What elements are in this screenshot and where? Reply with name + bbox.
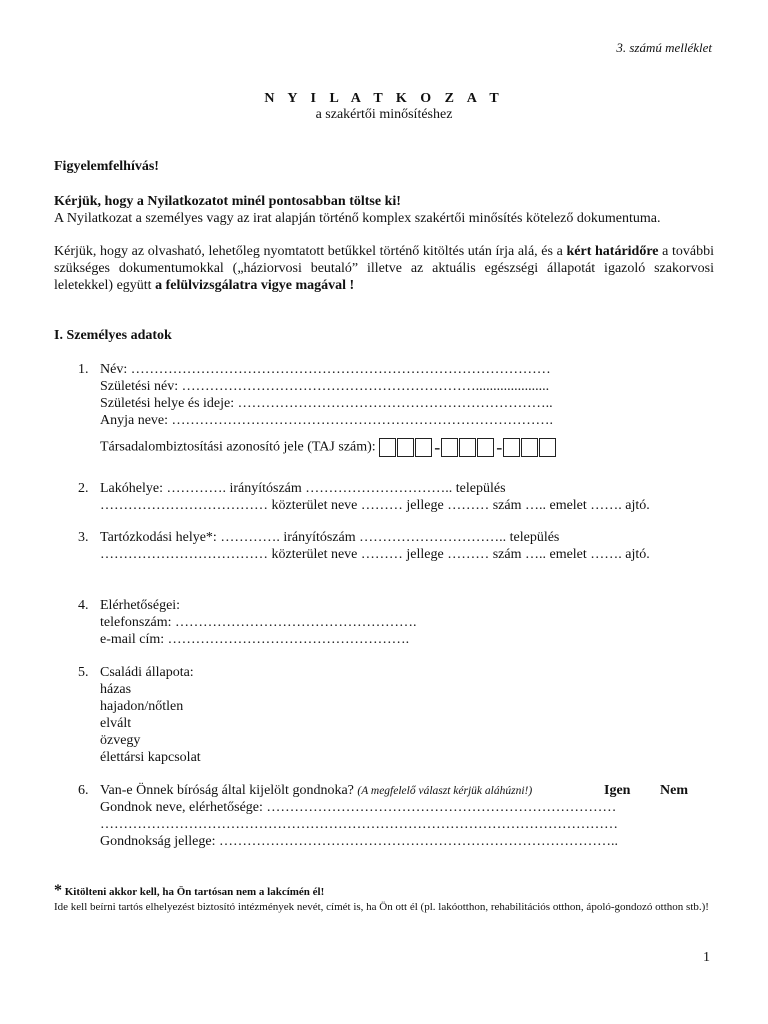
item-number: 5.	[78, 665, 89, 680]
notice-paragraph-2	[54, 243, 714, 294]
guardian-question	[100, 783, 532, 799]
stay-address-line-2[interactable]: ……………………………… közterület neve ……… jellege ……… szám ….. emelet ……. ajtó.	[100, 547, 650, 562]
notice-p2-end: a felülvizsgálatra vigye magával !	[155, 278, 355, 293]
birth-place-date-field[interactable]: Születési helye és ideje: …………………………………………………………..	[100, 396, 553, 411]
taj-digit-box[interactable]	[379, 438, 396, 457]
stay-address-line-1[interactable]: Tartózkodási helye*: …………. irányítószám ………………………….. település	[100, 530, 560, 545]
taj-digit-box[interactable]	[397, 438, 414, 457]
item-number: 1.	[78, 362, 89, 377]
phone-field[interactable]: telefonszám: …………………………………………….	[100, 615, 417, 630]
taj-digit-box[interactable]	[459, 438, 476, 457]
name-field[interactable]: Név: ………………………………………………………………………………	[100, 362, 551, 377]
marital-option[interactable]: élettársi kapcsolat	[100, 750, 201, 765]
marital-option[interactable]: házas	[100, 682, 132, 697]
item-number: 6.	[78, 783, 89, 798]
guardian-name-field[interactable]: Gondnok neve, elérhetősége: …………………………………………………………………	[100, 800, 617, 815]
item-number: 4.	[78, 598, 89, 613]
taj-group-2[interactable]	[441, 438, 495, 457]
residence-line-2[interactable]: ……………………………… közterület neve ……… jellege ……… szám ….. emelet ……. ajtó.	[100, 498, 650, 513]
annex-label: 3. számú melléklet	[616, 40, 712, 55]
notice-p2-mid: a további szükséges dokumentumokkal („háziorvosi beutaló” illetve az aktuális egészségi állapotát igazoló szakorvosi leletekkel) együtt	[54, 244, 715, 293]
guardian-yes-option[interactable]: Igen	[604, 783, 631, 798]
taj-dash: -	[496, 437, 503, 457]
notice-heading: Figyelemfelhívás!	[54, 159, 159, 174]
taj-digit-box[interactable]	[441, 438, 458, 457]
document-title: N Y I L A T K O Z A T	[264, 91, 504, 106]
birth-name-field[interactable]: Születési név: ……………………………………………………….....................	[100, 379, 550, 394]
footnote-text: Ide kell beírni tartós elhelyezést biztosító intézmények nevét, címét is, ha Ön ott él (pl. lakóotthon, rehabilitációs otthon, ápoló-gondozó otthon stb.)!	[54, 901, 709, 913]
marital-option[interactable]: özvegy	[100, 733, 141, 748]
notice-paragraph-1: A Nyilatkozat a személyes vagy az irat alapján történő komplex szakértői minősítés kötelező dokumentuma.	[54, 211, 661, 226]
taj-digit-box[interactable]	[477, 438, 494, 457]
email-field[interactable]: e-mail cím: …………………………………………….	[100, 632, 410, 647]
taj-digit-box[interactable]	[415, 438, 432, 457]
guardian-name-continuation[interactable]: …………………………………………………………………………………………………	[100, 817, 618, 832]
taj-group-1[interactable]	[379, 438, 433, 457]
mother-name-field[interactable]: Anyja neve: ……………………………………………………………………….	[100, 413, 554, 428]
taj-digit-box[interactable]	[521, 438, 538, 457]
footnote-star: *	[54, 882, 62, 899]
page-number: 1	[703, 950, 710, 965]
marital-status-label: Családi állapota:	[100, 665, 194, 680]
taj-row	[100, 437, 557, 458]
taj-dash: -	[434, 437, 441, 457]
document-subtitle: a szakértői minősítéshez	[315, 107, 453, 122]
guardian-hint: (A megfelelő választ kérjük aláhúzni!)	[357, 785, 533, 797]
taj-group-3[interactable]	[503, 438, 557, 457]
notice-p2-deadline: kért határidőre	[566, 244, 659, 259]
section-heading-personal: I. Személyes adatok	[54, 328, 172, 343]
item-number: 3.	[78, 530, 89, 545]
marital-option[interactable]: elvált	[100, 716, 132, 731]
footnote	[54, 883, 714, 915]
residence-line-1[interactable]: Lakóhelye: …………. irányítószám ………………………….. település	[100, 481, 506, 496]
notice-p2-start: Kérjük, hogy az olvasható, lehetőleg nyomtatott betűkkel történő kitöltés után írja alá, és a	[54, 244, 563, 259]
contact-label: Elérhetőségei:	[100, 598, 181, 613]
guardian-question-text: Van-e Önnek bíróság által kijelölt gondnoka?	[100, 783, 354, 798]
guardianship-type-field[interactable]: Gondnokság jellege: …………………………………………………………………………..	[100, 834, 618, 849]
taj-label: Társadalombiztosítási azonosító jele (TAJ szám):	[100, 439, 376, 455]
marital-option[interactable]: hajadon/nőtlen	[100, 699, 184, 714]
taj-digit-box[interactable]	[503, 438, 520, 457]
footnote-bold: Kitölteni akkor kell, ha Ön tartósan nem a lakcímén él!	[64, 886, 325, 898]
guardian-no-option[interactable]: Nem	[660, 783, 688, 798]
taj-digit-box[interactable]	[539, 438, 556, 457]
notice-bold-line: Kérjük, hogy a Nyilatkozatot minél pontosabban töltse ki!	[54, 194, 401, 209]
item-number: 2.	[78, 481, 89, 496]
